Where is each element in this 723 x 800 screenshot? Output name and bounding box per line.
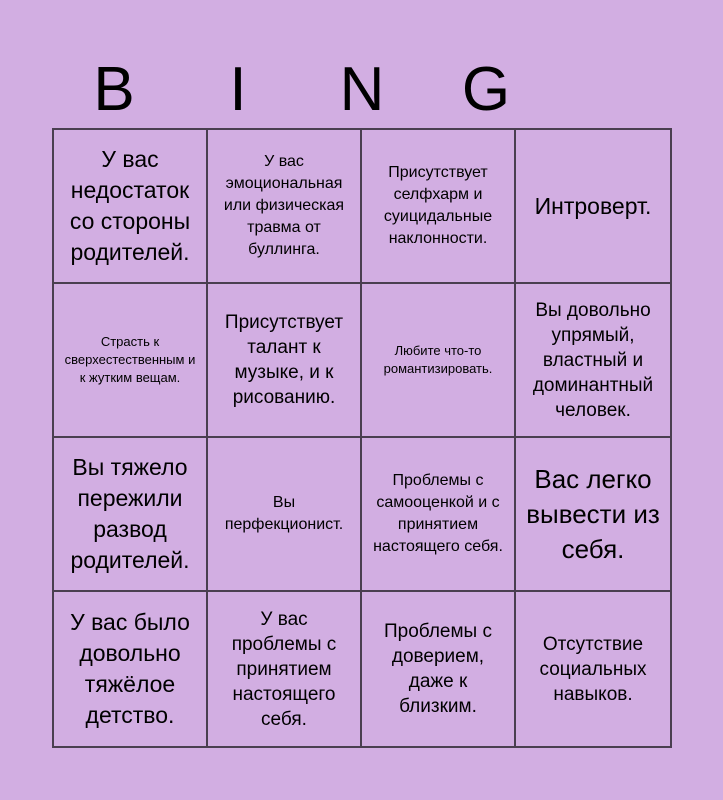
title-letter-g: G [461,55,511,124]
bingo-cell[interactable] [362,438,516,592]
cell-text: Любите что-то романтизировать. [383,343,493,376]
bingo-cell[interactable] [54,438,208,592]
bingo-cell[interactable] [208,438,362,592]
bingo-cell[interactable] [362,592,516,746]
title-letter-i: I [229,55,247,124]
cell-text: У вас проблемы с принятием настоящего себя. [231,608,337,730]
bingo-cell[interactable] [516,130,670,284]
cell-text: Вы перфекционист. [224,494,344,533]
bingo-title [52,52,672,128]
bingo-cell[interactable] [208,592,362,746]
bingo-board [52,128,672,748]
bingo-cell[interactable] [362,284,516,438]
cell-text: Страсть к сверхестественным и к жутким вещам. [64,334,196,385]
cell-text: Присутствует талант к музыке, и к рисованию. [224,312,344,408]
bingo-cell[interactable] [54,592,208,746]
bingo-cell[interactable] [516,438,670,592]
cell-text: У вас было довольно тяжёлое детство. [70,609,190,728]
bingo-cell[interactable] [516,592,670,746]
cell-text: Вас легко вывести из себя. [526,463,660,564]
bingo-cell[interactable] [54,130,208,284]
title-letter-o [548,52,672,128]
cell-text: У вас недостаток со стороны родителей. [69,146,191,265]
title-letter-n: N [339,55,385,124]
bingo-cell[interactable] [54,284,208,438]
cell-text: Проблемы с самооценкой и с принятием настоящего себя. [373,472,503,555]
cell-text: Присутствует селфхарм и суицидальные наклонности. [383,164,493,247]
bingo-cell[interactable] [516,284,670,438]
cell-text: У вас эмоциональная или физическая травма от буллинга. [223,153,345,258]
cell-text: Отсутствие социальных навыков. [539,633,647,705]
bingo-cell[interactable] [208,130,362,284]
title-letter-b: B [93,55,135,124]
cell-text: Проблемы с доверием, даже к близким. [384,621,492,717]
cell-text: Интроверт. [534,192,652,219]
cell-text: Вы довольно упрямый, властный и доминантный человек. [532,299,654,421]
bingo-cell[interactable] [208,284,362,438]
cell-text: Вы тяжело пережили развод родителей. [70,454,190,573]
bingo-cell[interactable] [362,130,516,284]
